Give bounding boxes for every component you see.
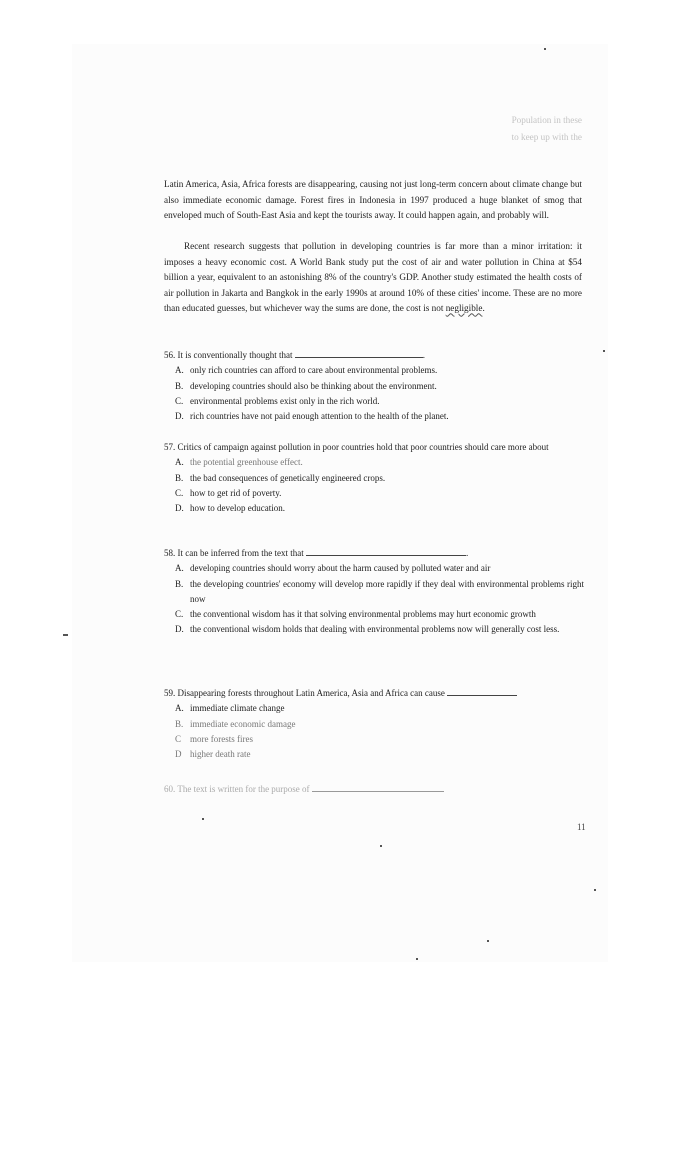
stem-end: . — [465, 548, 469, 558]
option-letter: C. — [175, 487, 184, 498]
option-d[interactable] — [164, 501, 584, 516]
stem-text: 57. Critics of campaign against pollution in poor countries hold that poor countries should care more about — [164, 442, 549, 452]
passage-paragraph-1: Latin America, Asia, Africa forests are disappearing, causing not just long-term concern about climate change but also immediate economic damage. Forest fires in Indonesia in 1997 produced a huge blanket of smog that enveloped much of South-East Asia and kept the tourists away. It could happen again, and probably will. — [164, 179, 582, 221]
question-60 — [164, 782, 584, 797]
option-letter: C. — [175, 395, 184, 406]
option-text: developing countries should worry about the harm caused by polluted water and air — [190, 563, 491, 574]
option-a[interactable] — [164, 701, 584, 716]
option-letter: D. — [175, 411, 184, 422]
option-d[interactable] — [164, 409, 584, 424]
option-text: immediate economic damage — [190, 718, 296, 729]
option-text: higher death rate — [190, 749, 251, 760]
option-letter: B. — [175, 718, 184, 729]
option-text: only rich countries can afford to care about environmental problems. — [190, 365, 438, 376]
option-b[interactable] — [164, 379, 584, 394]
stem-text: 59. Disappearing forests throughout Latin America, Asia and Africa can cause — [164, 688, 445, 698]
option-letter: B. — [175, 472, 184, 483]
option-text: how to develop education. — [190, 503, 285, 514]
option-letter: D. — [175, 503, 184, 514]
option-b[interactable] — [164, 577, 584, 608]
option-c[interactable] — [164, 607, 584, 622]
marked-word: negligible — [445, 303, 483, 314]
option-a[interactable] — [164, 561, 584, 576]
option-a[interactable] — [164, 455, 584, 470]
answer-blank[interactable] — [312, 783, 444, 792]
option-letter: A. — [175, 365, 184, 376]
question-57 — [164, 440, 584, 516]
option-letter: A. — [175, 457, 184, 468]
scan-speck — [380, 845, 382, 847]
question-59 — [164, 686, 584, 762]
answer-blank[interactable] — [295, 349, 423, 358]
option-text: rich countries have not paid enough attention to the health of the planet. — [190, 411, 449, 422]
option-text: immediate climate change — [190, 703, 285, 714]
option-text: the developing countries' economy will develop more rapidly if they deal with environmental problems right now — [190, 578, 584, 604]
scan-speck — [544, 48, 546, 50]
scan-speck — [202, 818, 204, 820]
option-text: the conventional wisdom holds that dealing with environmental problems now will generally cost less. — [190, 624, 560, 635]
option-d[interactable] — [164, 747, 584, 762]
scan-speck — [63, 634, 68, 636]
option-c[interactable] — [164, 394, 584, 409]
option-letter: A. — [175, 703, 184, 714]
option-b[interactable] — [164, 471, 584, 486]
stem-end: . — [422, 350, 425, 360]
faded-line: to keep up with the — [511, 132, 582, 142]
paragraph-text: Recent research suggests that pollution in developing countries is far more than a minor irritation: it imposes a heavy economic cost. A World Bank study put the cost of air and water pollution in China at $54 billion a year, equivalent to an astonishing 8% of the country's GDP. Another study estimated the health costs of air pollution in Jakarta and Bangkok in the early 1990s at around 10% of these cities' income. These are no more than educated guesses, but whichever way the sums are done, the cost is not — [164, 241, 582, 314]
question-stem — [164, 686, 584, 701]
option-letter: B. — [175, 578, 184, 589]
passage-paragraph-2 — [164, 239, 582, 317]
option-c[interactable] — [164, 486, 584, 501]
option-letter: A. — [175, 563, 184, 574]
option-text: environmental problems exist only in the rich world. — [190, 395, 380, 406]
answer-blank[interactable] — [306, 547, 469, 558]
question-stem — [164, 782, 584, 797]
question-stem — [164, 348, 584, 363]
scan-speck — [603, 350, 605, 352]
faded-line: Population in these — [511, 115, 582, 125]
scan-speck — [487, 940, 489, 942]
scan-speck — [594, 889, 596, 891]
option-letter: B. — [175, 380, 184, 391]
question-58 — [164, 546, 584, 638]
scan-speck — [416, 958, 418, 960]
option-a[interactable] — [164, 363, 584, 378]
question-stem — [164, 546, 584, 561]
option-text: developing countries should also be thinking about the environment. — [190, 380, 437, 391]
question-56 — [164, 348, 584, 424]
option-letter: D. — [175, 624, 184, 635]
page-number: 11 — [577, 822, 586, 832]
option-text: the potential greenhouse effect. — [190, 457, 303, 468]
option-text: more forests fires — [190, 733, 253, 744]
option-text: the conventional wisdom has it that solving environmental problems may hurt economic growth — [190, 609, 536, 620]
question-stem — [164, 440, 584, 455]
stem-text: 60. The text is written for the purpose of — [164, 784, 310, 794]
option-letter: C — [175, 733, 182, 744]
option-d[interactable] — [164, 622, 584, 637]
option-c[interactable] — [164, 732, 584, 747]
option-b[interactable] — [164, 717, 584, 732]
option-letter: C. — [175, 609, 184, 620]
stem-text: 56. It is conventionally thought that — [164, 350, 293, 360]
option-letter: D — [175, 749, 182, 760]
paragraph-end: . — [482, 303, 485, 314]
option-text: how to get rid of poverty. — [190, 487, 282, 498]
stem-text: 58. It can be inferred from the text that — [164, 548, 304, 558]
option-text: the bad consequences of genetically engineered crops. — [190, 472, 386, 483]
answer-blank[interactable] — [447, 687, 517, 696]
